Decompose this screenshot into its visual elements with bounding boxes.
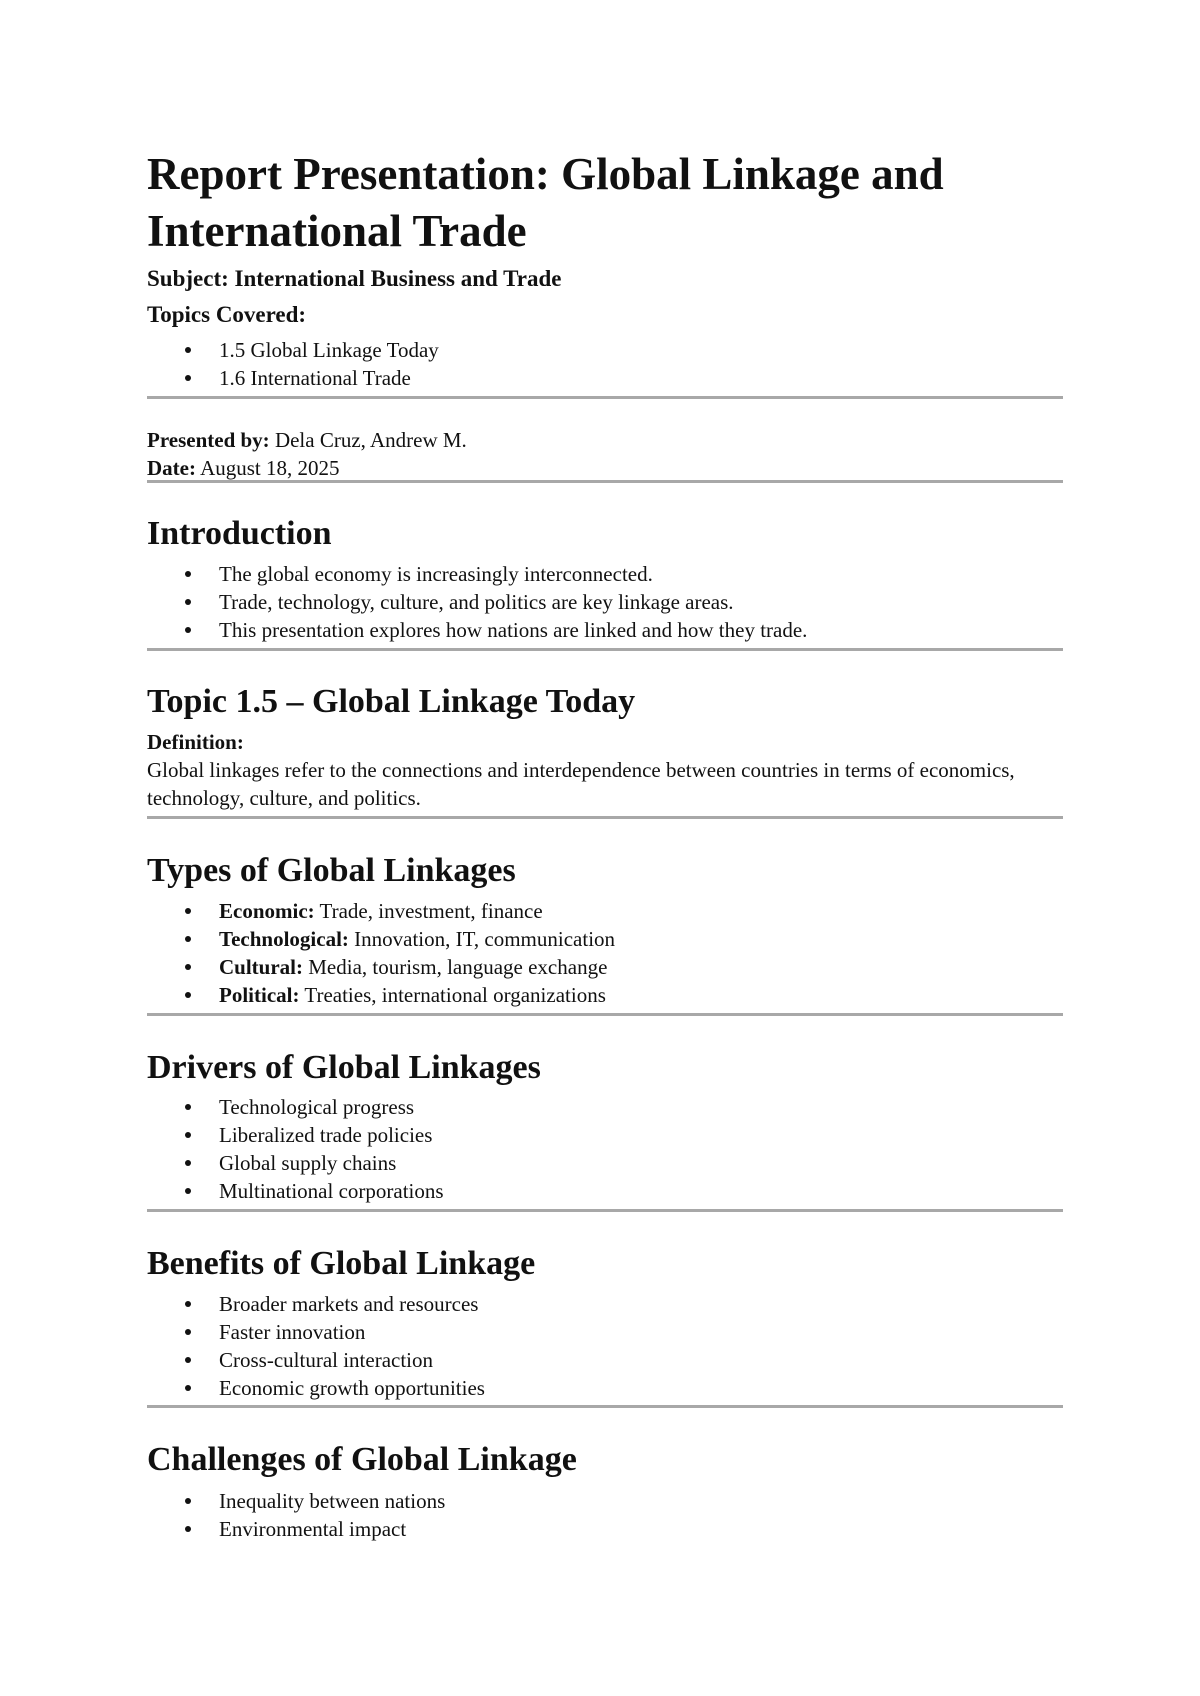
types-list	[147, 897, 615, 1009]
list-item: 1.6 International Trade	[147, 364, 439, 392]
date-value: August 18, 2025	[200, 456, 340, 480]
topics-covered-label: Topics Covered:	[147, 302, 307, 327]
presenter-label: Presented by:	[147, 428, 270, 452]
introduction-heading: Introduction	[147, 515, 332, 552]
type-text-political: Treaties, international organizations	[304, 983, 606, 1007]
type-text-economic: Trade, investment, finance	[319, 899, 543, 923]
date-label: Date:	[147, 456, 196, 480]
list-item	[147, 925, 615, 953]
list-item: Technological progress	[147, 1093, 444, 1121]
benefits-heading: Benefits of Global Linkage	[147, 1245, 536, 1282]
list-item: Multinational corporations	[147, 1177, 444, 1205]
type-label-technological: Technological:	[219, 927, 349, 951]
list-item: This presentation explores how nations are linked and how they trade.	[147, 616, 807, 644]
section-divider	[147, 648, 1063, 651]
list-item: Faster innovation	[147, 1318, 485, 1346]
document-title: Report Presentation: Global Linkage and International Trade	[147, 149, 944, 256]
list-item: Cross-cultural interaction	[147, 1346, 485, 1374]
list-item: Inequality between nations	[147, 1487, 445, 1515]
types-heading: Types of Global Linkages	[147, 852, 516, 889]
definition-text: Global linkages refer to the connections and interdependence between countries in terms of economics, technology, culture, and politics.	[147, 758, 1015, 810]
section-divider	[147, 396, 1063, 399]
section-divider	[147, 1013, 1063, 1016]
type-text-technological: Innovation, IT, communication	[354, 927, 616, 951]
drivers-heading: Drivers of Global Linkages	[147, 1049, 541, 1086]
drivers-list	[147, 1093, 444, 1205]
list-item	[147, 897, 615, 925]
challenges-list	[147, 1487, 445, 1543]
type-label-cultural: Cultural:	[219, 955, 303, 979]
challenges-heading: Challenges of Global Linkage	[147, 1441, 577, 1478]
list-item: Economic growth opportunities	[147, 1374, 485, 1402]
list-item: Liberalized trade policies	[147, 1121, 444, 1149]
list-item: Trade, technology, culture, and politics are key linkage areas.	[147, 588, 807, 616]
list-item	[147, 981, 615, 1009]
benefits-list	[147, 1290, 485, 1402]
list-item: Global supply chains	[147, 1149, 444, 1177]
type-label-political: Political:	[219, 983, 300, 1007]
section-divider	[147, 1209, 1063, 1212]
definition-label: Definition:	[147, 730, 244, 754]
section-divider	[147, 816, 1063, 819]
subject-line: Subject: International Business and Trade	[147, 266, 562, 291]
type-label-economic: Economic:	[219, 899, 315, 923]
list-item: 1.5 Global Linkage Today	[147, 336, 439, 364]
list-item	[147, 953, 615, 981]
topic-1-5-heading: Topic 1.5 – Global Linkage Today	[147, 683, 636, 720]
type-text-cultural: Media, tourism, language exchange	[308, 955, 608, 979]
date-line	[147, 454, 340, 482]
introduction-list	[147, 560, 807, 644]
list-item: The global economy is increasingly interconnected.	[147, 560, 807, 588]
list-item: Broader markets and resources	[147, 1290, 485, 1318]
presenter-value: Dela Cruz, Andrew M.	[274, 428, 467, 452]
section-divider	[147, 480, 1063, 483]
section-divider	[147, 1405, 1063, 1408]
presenter-line	[147, 426, 467, 454]
list-item: Environmental impact	[147, 1515, 445, 1543]
topics-list	[147, 336, 439, 392]
